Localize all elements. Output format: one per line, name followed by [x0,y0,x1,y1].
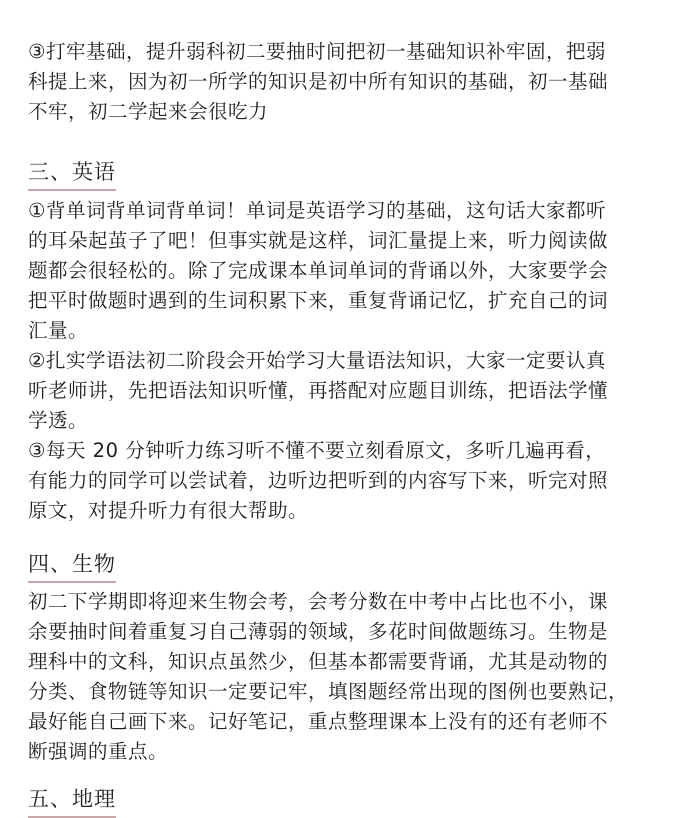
text-line: 断强调的重点。 [28,740,169,763]
text-line: ③每天 20 分钟听力练习听不懂不要立刻看原文，多听几遍再看， [28,439,606,462]
text-line: 有能力的同学可以尝试着，边听边把听到的内容写下来，听完对照 [28,469,609,492]
text-line: 不牢，初二学起来会很吃力 [28,100,269,123]
text-line: 把平时做题时遇到的生词积累下来，重复背诵记忆，扩充自己的词 [28,289,609,312]
text-line: ③打牢基础，提升弱科初二要抽时间把初一基础知识补牢固，把弱 [28,40,606,63]
text-line: 初二下学期即将迎来生物会考，会考分数在中考中占比也不小，课 [28,590,609,613]
text-line: 科提上来，因为初一所学的知识是初中所有知识的基础，初一基础 [28,70,609,93]
english-paragraph-grammar [28,346,668,436]
section-heading-english: 三、英语 [28,157,116,191]
text-line: 学透。 [28,409,89,432]
text-line: 题都会很轻松的。除了完成课本单词单词的背诵以外，大家要学会 [28,259,609,282]
text-line: 汇量。 [28,319,89,342]
intro-paragraph [28,37,668,127]
text-line: 的耳朵起茧子了吧！但事实就是这样，词汇量提上来，听力阅读做 [28,229,609,252]
text-line: 分类、食物链等知识一定要记牢，填图题经常出现的图例也要熟记， [28,680,629,703]
text-line: 理科中的文科，知识点虽然少，但基本都需要背诵，尤其是动物的 [28,650,609,673]
biology-paragraph [28,587,668,767]
english-paragraph-listening [28,436,668,526]
text-line: 余要抽时间着重复习自己薄弱的领域，多花时间做题练习。生物是 [28,620,609,643]
section-heading-biology: 四、生物 [28,549,116,583]
text-line: 最好能自己画下来。记好笔记，重点整理课本上没有的还有老师不 [28,710,609,733]
text-line: ②扎实学语法初二阶段会开始学习大量语法知识，大家一定要认真 [28,349,606,372]
text-line: 听老师讲，先把语法知识听懂，再搭配对应题目训练，把语法学懂 [28,379,609,402]
text-line: ①背单词背单词背单词！单词是英语学习的基础，这句话大家都听 [28,199,606,222]
english-paragraph-vocabulary [28,196,668,346]
text-line: 原文，对提升听力有很大帮助。 [28,499,309,522]
section-heading-geography: 五、地理 [28,784,116,818]
